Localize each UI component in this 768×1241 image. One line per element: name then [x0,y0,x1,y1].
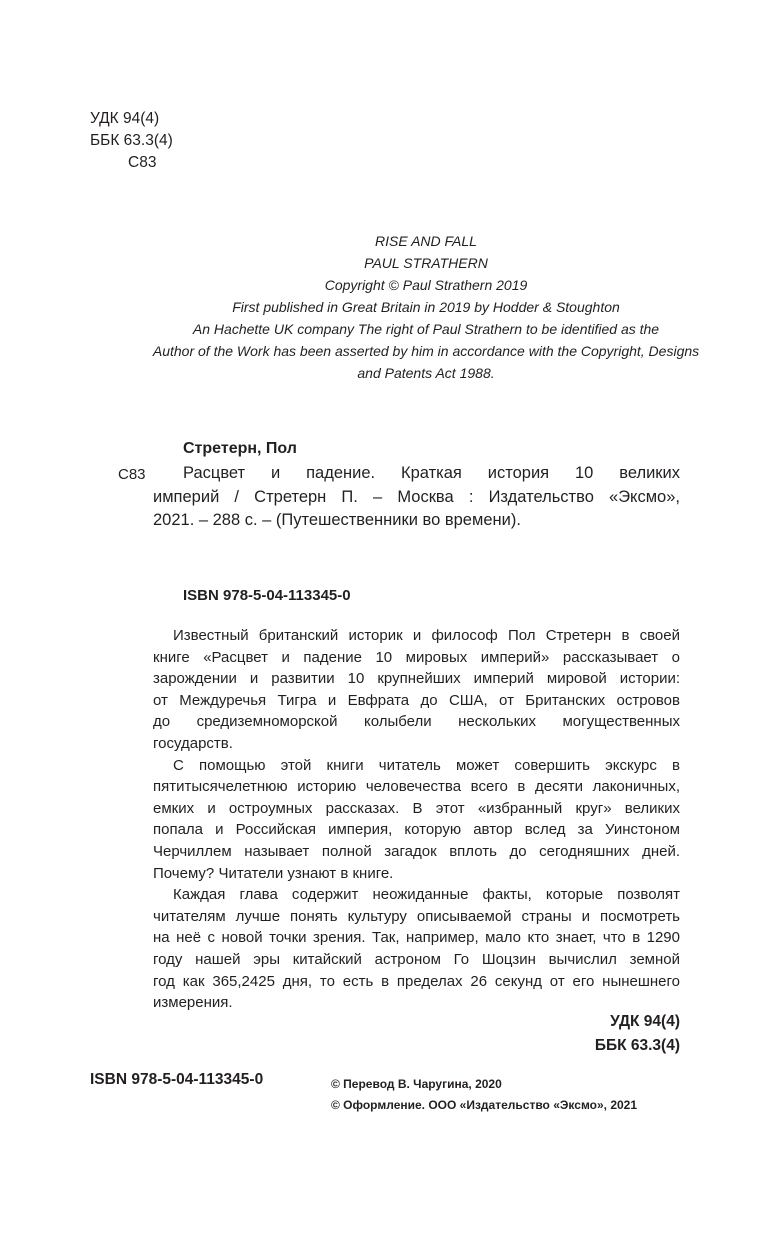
annotation-line: емких и остроумных рассказах. В этот «избранный круг» великих [153,799,680,817]
original-info-line: An Hachette UK company The right of Paul Strathern to be identified as the [192,321,660,337]
annotation-line: книге «Расцвет и падение 10 мировых империй» рассказывает о [153,648,680,666]
annotation-line: государств. [153,734,233,752]
bibliographic-line: 2021. – 288 с. – (Путешественники во времени). [153,511,521,529]
udk-code: УДК 94(4) [90,110,160,127]
footer-bbk: ББК 63.3(4) [594,1037,680,1054]
original-info-line: Copyright © Paul Strathern 2019 [324,277,528,293]
annotation-line: Каждая глава содержит неожиданные факты, которые позволят [173,886,680,904]
bibliographic-line: Расцвет и падение. Краткая история 10 великих [183,464,680,482]
annotation-line: С помощью этой книги читатель может совершить экскурс в [173,756,680,774]
bbk-code: ББК 63.3(4) [90,132,173,149]
annotation-line: Черчиллем называет полной загадок вплоть до сегодняшних дней. [153,842,680,860]
original-edition-info [150,230,702,384]
bibliographic-line: империй / Стретерн П. – Москва : Издательство «Эксмо», [153,487,680,506]
catalog-author-mark: С83 [118,466,146,483]
annotation-line: попала и Российская империя, которую автор вслед за Уинстоном [153,821,680,839]
footer-isbn: ISBN 978-5-04-113345-0 [90,1071,264,1088]
footer-udk: УДК 94(4) [610,1013,680,1030]
annotation [153,625,680,1014]
copyright-design: © Оформление. ООО «Издательство «Эксмо», 2021 [331,1098,638,1112]
classification-codes [90,108,173,174]
annotation-line: на неё с новой точки зрения. Так, например, мало кто знает, что в 1290 [153,929,680,947]
original-info-line: Author of the Work has been asserted by him in accordance with the Copyright, Designs [152,343,700,359]
original-info-line: RISE AND FALL [375,233,477,249]
annotation-line: читателям лучше понять культуру описываемой страны и посмотреть [153,907,680,925]
annotation-line: измерения. [153,994,233,1012]
copyright-notices [331,1074,637,1116]
original-info-line: First published in Great Britain in 2019 by Hodder & Stoughton [232,299,620,315]
original-info-line: PAUL STRATHERN [364,255,488,271]
annotation-line: до средиземноморской колыбели нескольких могущественных [153,713,680,731]
annotation-line: от Междуречья Тигра и Евфрата до США, от Британских островов [153,691,680,709]
copyright-translation: © Перевод В. Чаругина, 2020 [331,1077,502,1091]
annotation-line: Почему? Читатели узнают в книге. [153,864,394,882]
annotation-line: Известный британский историк и философ Пол Стретерн в своей [173,627,680,644]
footer-codes [595,1010,680,1058]
author-mark: С83 [128,154,157,171]
bibliographic-description [153,462,680,533]
annotation-line: пятитысячелетнюю историю человечества всего в десяти лаконичных, [153,778,680,796]
original-info-line: and Patents Act 1988. [357,365,495,381]
catalog-author: Стретерн, Пол [183,440,297,457]
annotation-line: году нашей эры китайский астроном Го Шоцзин вычислил земной [153,950,680,968]
catalog-isbn: ISBN 978-5-04-113345-0 [183,587,351,604]
annotation-line: год как 365,2425 дня, то есть в пределах 26 секунд от его нынешнего [153,972,680,990]
annotation-line: зарождении и развитии 10 крупнейших империй мировой истории: [153,670,680,688]
